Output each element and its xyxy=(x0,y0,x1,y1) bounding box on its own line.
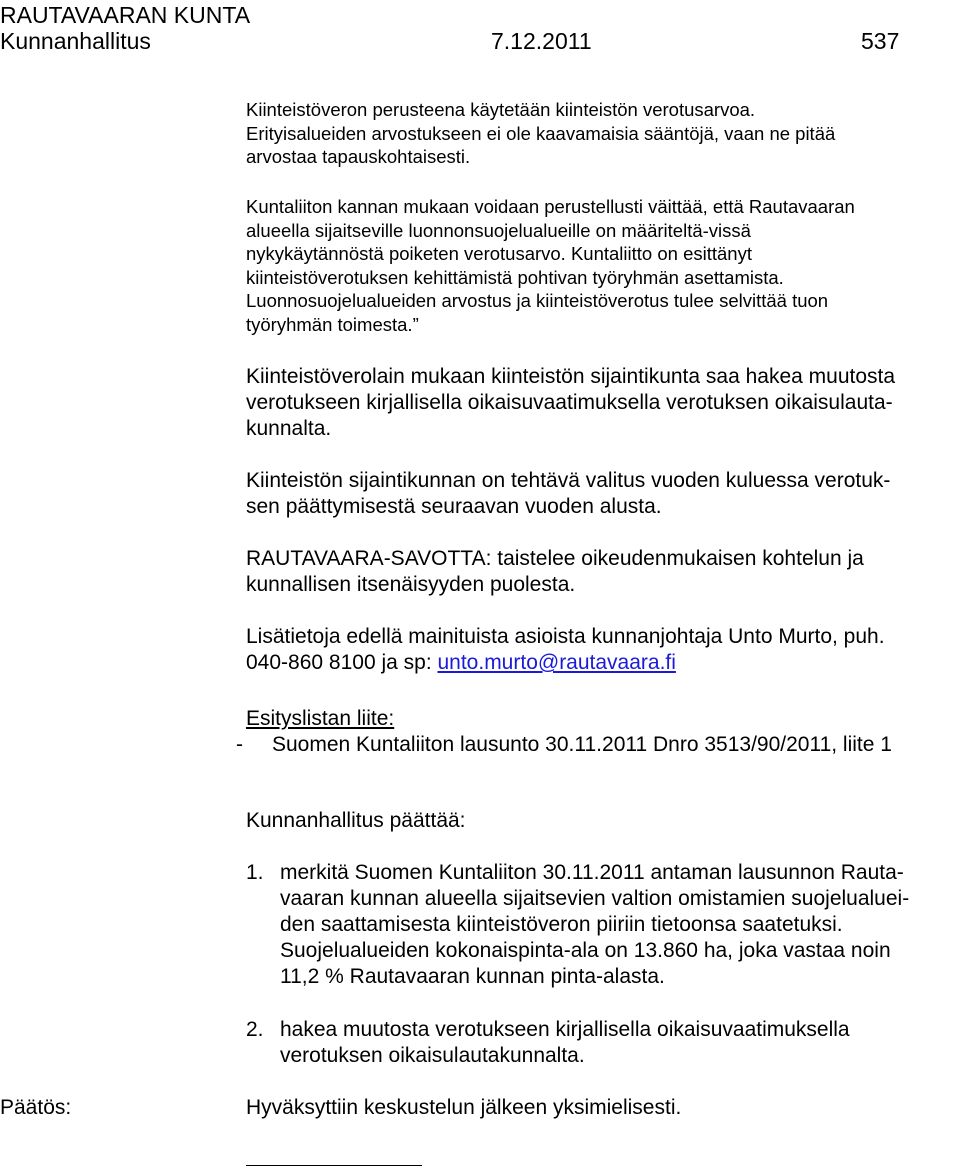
text-line: työryhmän toimesta.” xyxy=(246,313,419,335)
text-line: kunnallisen itsenäisyyden puolesta. xyxy=(246,573,576,596)
text-line: Luonnosuojelualueiden arvostus ja kiinteistöverotus tulee selvittää tuon xyxy=(246,290,829,311)
text-line: merkitä Suomen Kuntaliiton 30.11.2011 antaman lausunnon Rauta- xyxy=(280,861,904,884)
text-line: 11,2 % Rautavaaran kunnan pinta-alasta. xyxy=(280,965,665,988)
paragraph-contact-info xyxy=(246,624,946,676)
text-line: Kiinteistöveron perusteena käytetään kiinteistön verotusarvoa. xyxy=(246,99,756,120)
decision-text xyxy=(280,1017,850,1069)
text-line xyxy=(246,650,946,676)
paatos-label: Päätös: xyxy=(0,1096,72,1119)
page-number: 537 xyxy=(861,28,900,54)
attachment-item: Suomen Kuntaliiton lausunto 30.11.2011 Dnro 3513/90/2011, liite 1 xyxy=(272,733,892,756)
decision-intro: Kunnanhallitus päättää: xyxy=(246,809,466,832)
text-line: Erityisalueiden arvostukseen ei ole kaavamaisia sääntöjä, vaan ne pitää xyxy=(246,122,836,144)
text-line: Kiinteistön sijaintikunnan on tehtävä valitus vuoden kuluessa verotuk- xyxy=(246,469,891,492)
paragraph-rautavaara-savotta xyxy=(246,546,946,598)
decision-text xyxy=(280,860,909,990)
text-line: hakea muutosta verotukseen kirjallisella oikaisuvaatimuksella xyxy=(280,1018,850,1041)
paragraph-tax-basis xyxy=(246,98,946,169)
text-line: vaaran kunnan alueella sijaitsevien valtion omistamien suojelualuei- xyxy=(280,887,910,910)
signature-line xyxy=(246,1165,422,1166)
text-line: Suojelualueiden kokonaispinta-ala on 13.860 ha, joka vastaa noin xyxy=(280,939,891,962)
text-line: RAUTAVAARA-SAVOTTA: taistelee oikeudenmukaisen kohtelun ja xyxy=(246,547,864,570)
decision-number: 2. xyxy=(246,1018,264,1041)
text-line: kiinteistöverotuksen kehittämistä pohtivan työryhmän asettamista. xyxy=(246,266,784,288)
text-line: Lisätietoja edellä mainituista asioista kunnanjohtaja Unto Murto, puh. xyxy=(246,625,885,648)
paragraph-appeal-right xyxy=(246,364,946,442)
attachment-dash: - xyxy=(236,733,243,756)
text-line: Kiinteistöverolain mukaan kiinteistön sijaintikunta saa hakea muutosta xyxy=(246,365,896,388)
text-line: den saattamisesta kiinteistöveron piiriin tietoonsa saatetuksi. xyxy=(280,913,843,936)
paragraph-kuntaliitto-position xyxy=(246,195,946,336)
phone-text: 040-860 8100 ja sp: xyxy=(246,651,438,674)
text-line: verotukseen kirjallisella oikaisuvaatimuksella verotuksen oikaisulauta- xyxy=(246,391,893,414)
text-line: nykykäytännöstä poiketen verotusarvo. Kuntaliitto on esittänyt xyxy=(246,243,752,264)
paatos-text: Hyväksyttiin keskustelun jälkeen yksimielisesti. xyxy=(246,1096,682,1119)
text-line: Kuntaliiton kannan mukaan voidaan perustellusti väittää, että Rautavaaran xyxy=(246,196,855,217)
text-line: verotuksen oikaisulautakunnalta. xyxy=(280,1044,585,1067)
paragraph-appeal-deadline xyxy=(246,468,946,520)
attachment-heading: Esityslistan liite: xyxy=(246,707,395,730)
text-line: sen päättymisestä seuraavan vuoden alusta. xyxy=(246,495,662,518)
meeting-date: 7.12.2011 xyxy=(491,28,592,54)
meeting-body: Kunnanhallitus xyxy=(0,28,151,54)
text-line: kunnalta. xyxy=(246,417,332,440)
text-line: arvostaa tapauskohtaisesti. xyxy=(246,146,471,167)
organization-name: RAUTAVAARAN KUNTA xyxy=(0,2,251,28)
email-link[interactable]: unto.murto@rautavaara.fi xyxy=(437,651,676,674)
text-line: alueella sijaitseville luonnonsuojelualueille on määriteltä-vissä xyxy=(246,219,751,241)
decision-number: 1. xyxy=(246,861,264,884)
